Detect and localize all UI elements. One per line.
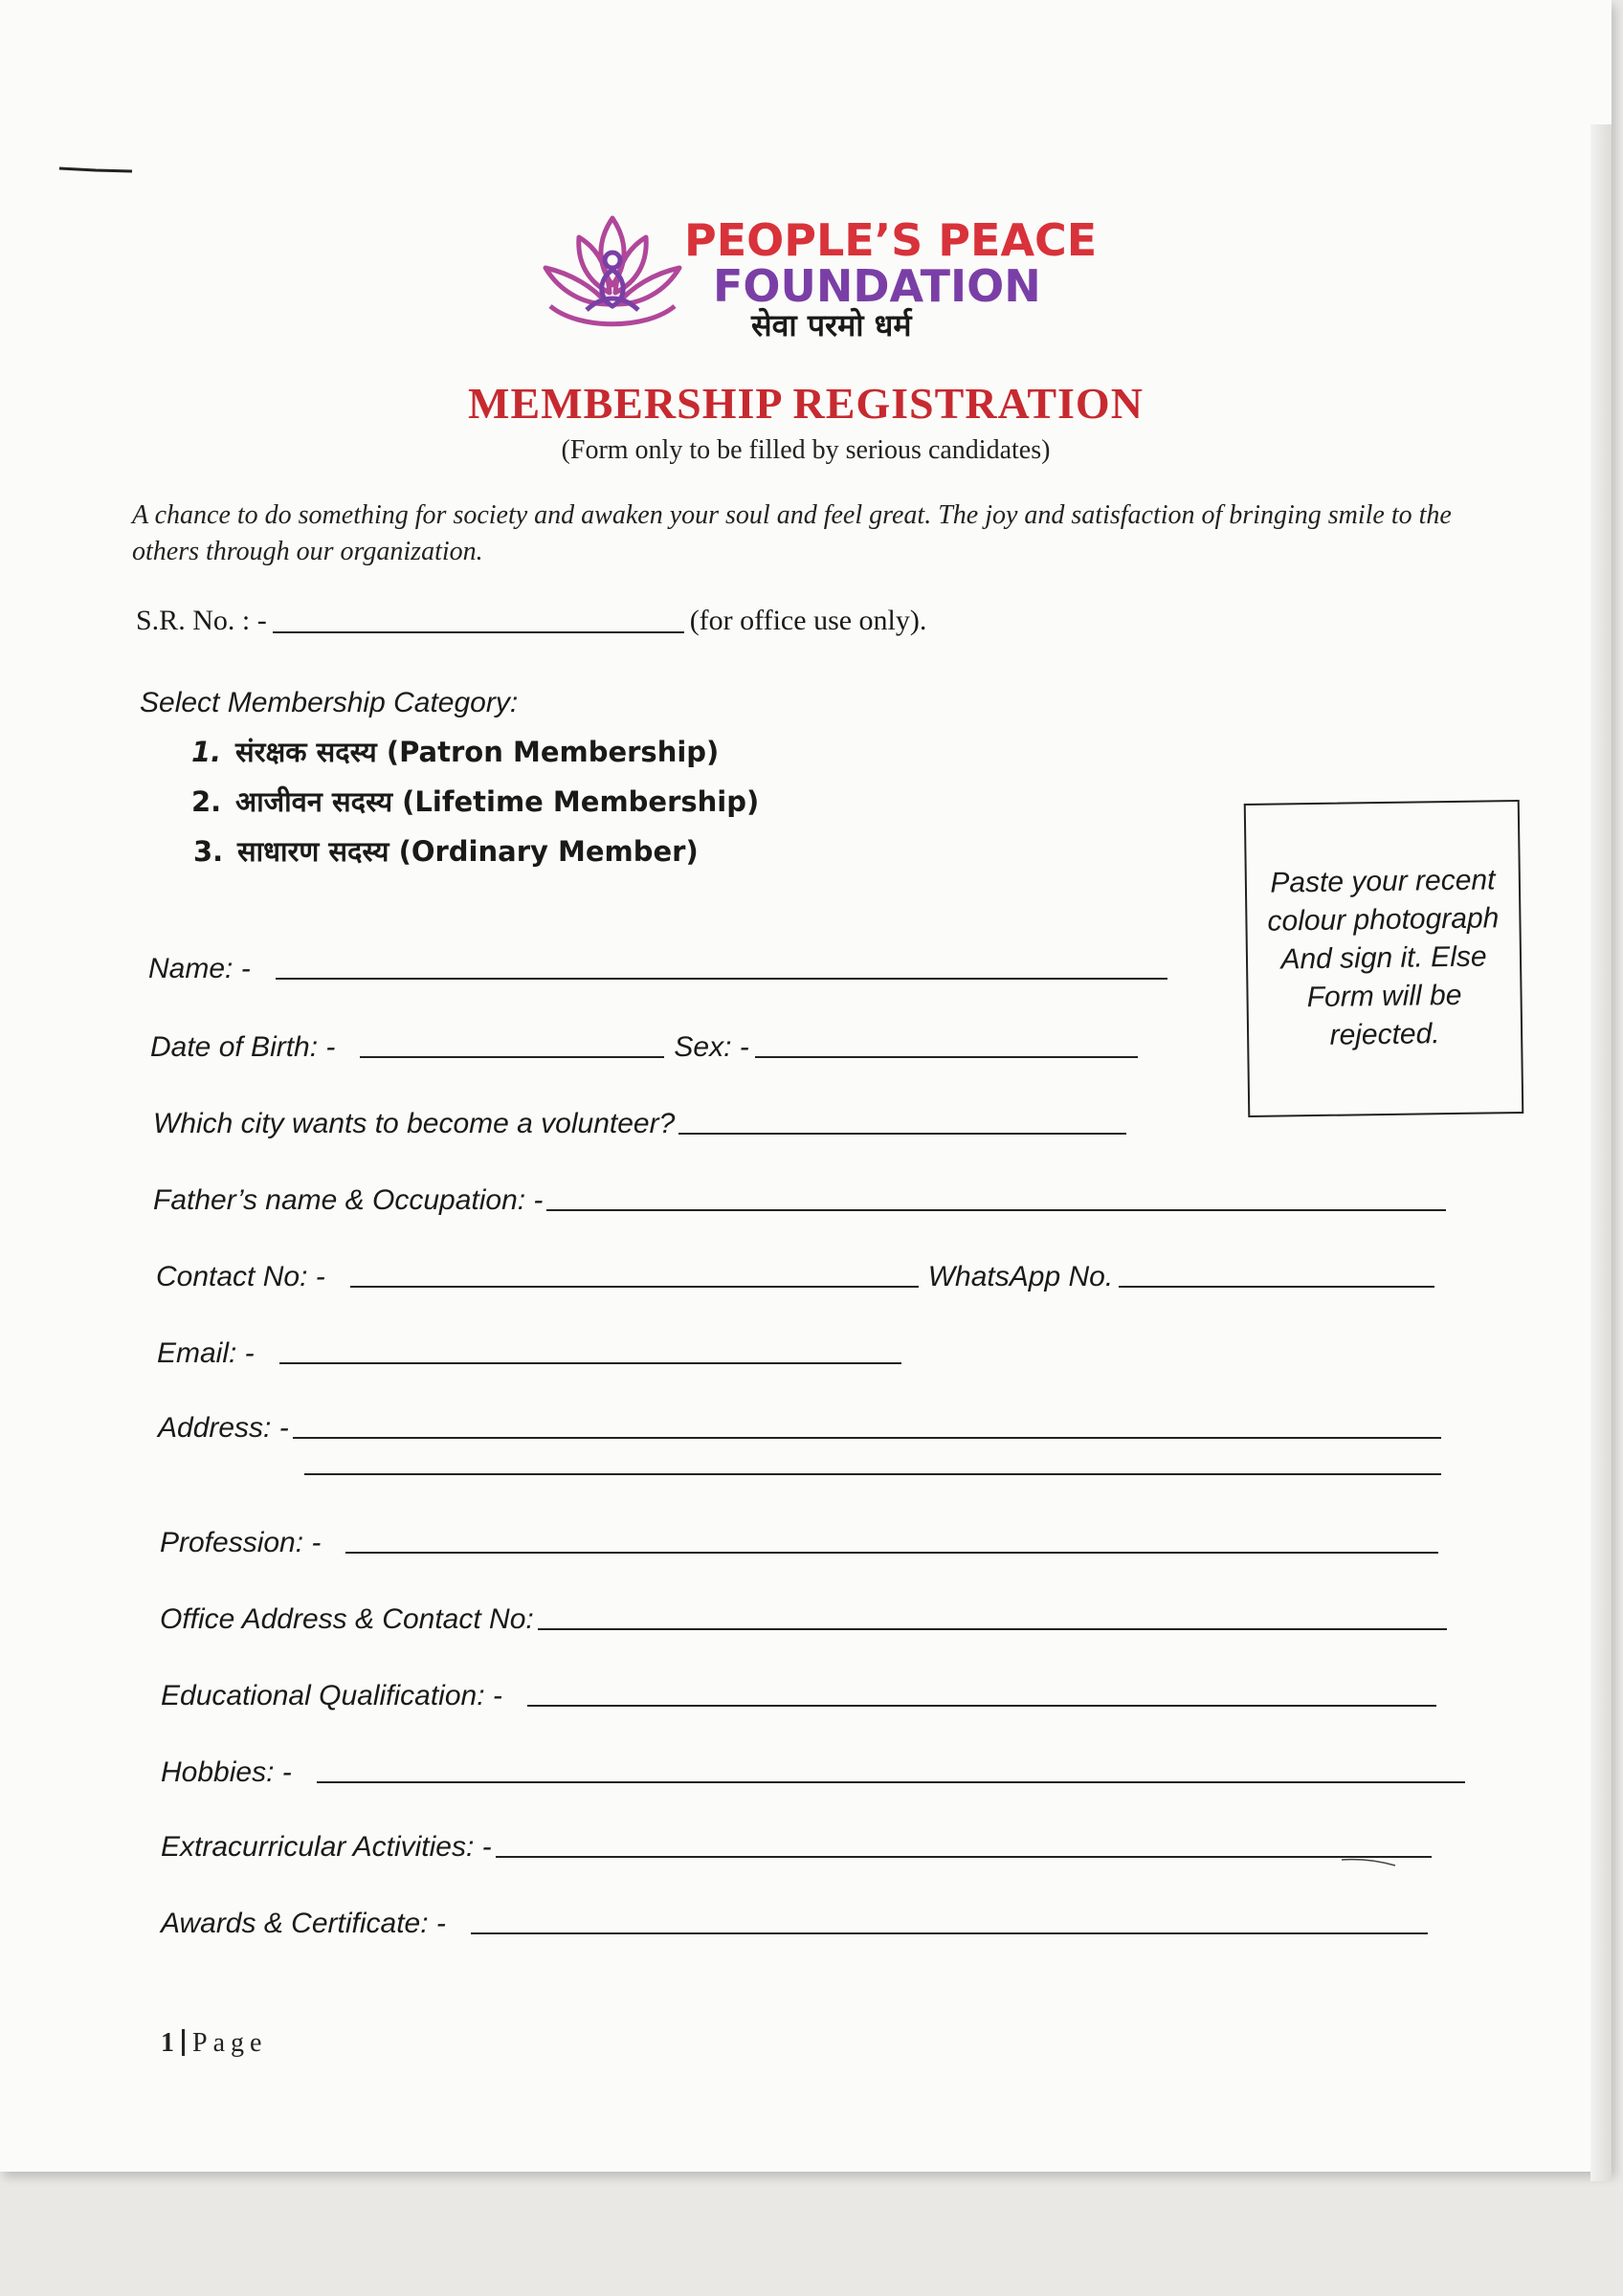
- photo-box[interactable]: [1244, 800, 1524, 1117]
- sr-no-label: S.R. No. : -: [136, 605, 267, 636]
- form-subtitle: (Form only to be filled by serious candidates): [561, 435, 1051, 465]
- email-field: [157, 1337, 901, 1370]
- education-label: Educational Qualification: -: [161, 1680, 502, 1711]
- city-label: Which city wants to become a volunteer?: [153, 1108, 676, 1139]
- category-item-ordinary[interactable]: [193, 832, 699, 870]
- page-number-value: 1: [161, 2028, 174, 2058]
- father-label: Father’s name & Occupation: -: [153, 1184, 544, 1216]
- intro-text: A chance to do something for society and awaken your soul and feel great. The joy and satisfaction of bringing smile to the others through our organization.: [132, 500, 1452, 566]
- sr-no-row: [136, 605, 926, 637]
- office-field: [160, 1603, 1447, 1636]
- address-input-line-1[interactable]: [293, 1437, 1441, 1439]
- page-edge-shadow: [1590, 124, 1612, 2181]
- organization-logo: [531, 210, 1124, 344]
- category-number: 3.: [193, 835, 224, 868]
- awards-label: Awards & Certificate: -: [161, 1908, 446, 1939]
- contact-input-line[interactable]: [350, 1286, 919, 1288]
- dob-label: Date of Birth: -: [150, 1031, 336, 1063]
- category-number: 2.: [191, 785, 222, 818]
- extracurricular-field: [161, 1831, 1432, 1864]
- name-field: [148, 953, 1167, 985]
- dob-input-line[interactable]: [360, 1056, 664, 1058]
- sex-input-line[interactable]: [755, 1056, 1138, 1058]
- sr-no-note: (for office use only).: [689, 605, 927, 636]
- category-label: साधारण सदस्य (Ordinary Member): [237, 835, 699, 868]
- whatsapp-label: WhatsApp No.: [927, 1261, 1114, 1292]
- profession-input-line[interactable]: [345, 1552, 1438, 1554]
- category-item-patron[interactable]: [191, 733, 719, 770]
- dob-field: [150, 1031, 1138, 1064]
- hobbies-input-line[interactable]: [317, 1781, 1465, 1783]
- extracurricular-input-line[interactable]: [496, 1856, 1432, 1858]
- profession-field: [160, 1527, 1438, 1559]
- email-input-line[interactable]: [279, 1362, 901, 1364]
- org-name-line2: FOUNDATION: [713, 260, 1041, 312]
- office-input-line[interactable]: [538, 1628, 1447, 1630]
- address-label: Address: -: [158, 1412, 289, 1444]
- category-number: 1.: [191, 736, 222, 768]
- address-input-line-2[interactable]: [304, 1473, 1441, 1475]
- category-label: आजीवन सदस्य (Lifetime Membership): [235, 785, 760, 818]
- name-label: Name: -: [148, 953, 251, 984]
- education-input-line[interactable]: [527, 1705, 1436, 1707]
- form-title: MEMBERSHIP REGISTRATION: [468, 379, 1144, 428]
- email-label: Email: -: [157, 1337, 255, 1369]
- sex-label: Sex: -: [674, 1031, 749, 1063]
- category-label: संरक्षक सदस्य (Patron Membership): [235, 736, 720, 768]
- hobbies-field: [161, 1756, 1465, 1789]
- sr-no-blank: [273, 631, 684, 633]
- category-item-lifetime[interactable]: [191, 783, 759, 820]
- office-label: Office Address & Contact No:: [160, 1603, 534, 1635]
- page-word: Page: [192, 2028, 268, 2058]
- father-field: [153, 1184, 1446, 1217]
- org-name-line1: PEOPLE’S PEACE: [684, 214, 1098, 266]
- hobbies-label: Hobbies: -: [161, 1756, 292, 1788]
- awards-field: [161, 1908, 1428, 1940]
- whatsapp-input-line[interactable]: [1119, 1286, 1434, 1288]
- father-input-line[interactable]: [546, 1209, 1446, 1211]
- page-number: [161, 2028, 267, 2059]
- photo-instructions: Paste your recent colour photograph And sign it. Else Form will be rejected.: [1267, 864, 1500, 1051]
- org-tagline: सेवा परमो धर्म: [751, 307, 912, 343]
- contact-label: Contact No: -: [156, 1261, 325, 1292]
- name-input-line[interactable]: [276, 978, 1167, 980]
- education-field: [161, 1680, 1436, 1712]
- pen-mark: [57, 163, 134, 176]
- extracurricular-label: Extracurricular Activities: -: [161, 1831, 492, 1863]
- awards-input-line[interactable]: [471, 1932, 1428, 1934]
- category-heading: Select Membership Category:: [140, 687, 519, 718]
- page-separator: [182, 2029, 185, 2056]
- address-field: [158, 1412, 1441, 1445]
- city-field: [153, 1108, 1126, 1140]
- contact-field: [156, 1261, 1434, 1293]
- lotus-meditation-icon: [531, 210, 694, 335]
- city-input-line[interactable]: [678, 1133, 1126, 1135]
- profession-label: Profession: -: [160, 1527, 322, 1558]
